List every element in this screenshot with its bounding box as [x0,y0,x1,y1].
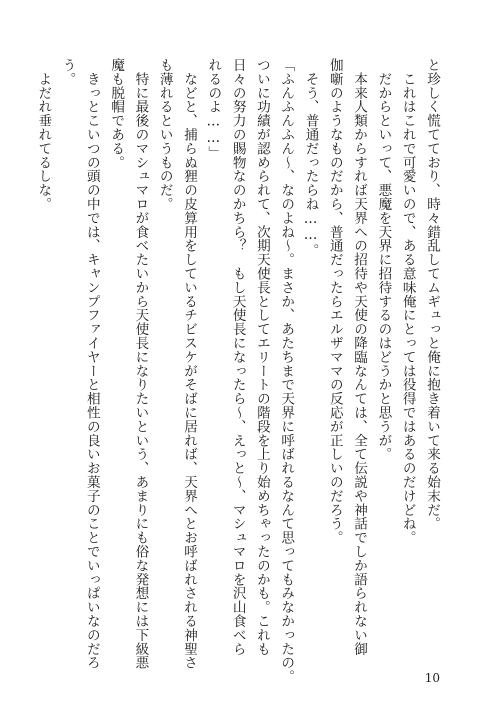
dialogue-line: れるのよ……」 [205,58,222,161]
text-line: 特に最後のマシュマロが食べたいから天使長になりたいという、あまりにも俗な発想には下級悪 [132,58,149,670]
text-line: 伽噺のようなものだから、普通だったらエルザママの反応が正しいのだろう。 [326,58,343,545]
text-line: も薄れるというものだ。 [156,58,173,211]
text-line: そう、普通だったらね……。 [302,58,319,258]
text-line: 本来人類からすれば天界への招待や天使の降臨なんては、全て伝説や神話でしか語られない御 [351,58,368,656]
text-line: 魔も脱帽である。 [108,58,125,170]
text-line: と珍しく慌てており、時々錯乱してムギュっと俺に抱き着いて来る始末だ。 [424,58,440,531]
text-line: だからといって、悪魔を天界に招待するのはどうかと思うが。 [375,58,392,462]
text-line: よだれ垂れてるしな。 [35,58,52,211]
dialogue-line: ついに功績が認められて、次期天使長としてエリートの階段を上り始めちゃったのかも。これも [253,58,270,656]
page-number: 10 [424,671,440,685]
dialogue-line: 日々の努力の賜物なのかちら？ もし天使長になったら～、えっと～、マシュマロを沢山食べら [229,58,246,656]
text-line: これはこれで可愛いので、ある意味俺にとっては役得ではあるのだけどね。 [399,58,416,545]
text-line: きっとこいつの頭の中では、キャンプファイヤーと相性の良いお菓子のことでいっぱいなのだろ [83,58,100,670]
text-line: う。 [59,58,76,86]
text-line: などと、捕らぬ狸の皮算用をしているチビスケがそばに居れば、天界へとお呼ばれされる神聖さ [181,58,198,670]
dialogue-line: 「ふんふんふん～、なのよね～。まさか、あたちまで天界に呼ばれるなんて思ってもみなかったの。 [278,58,295,684]
